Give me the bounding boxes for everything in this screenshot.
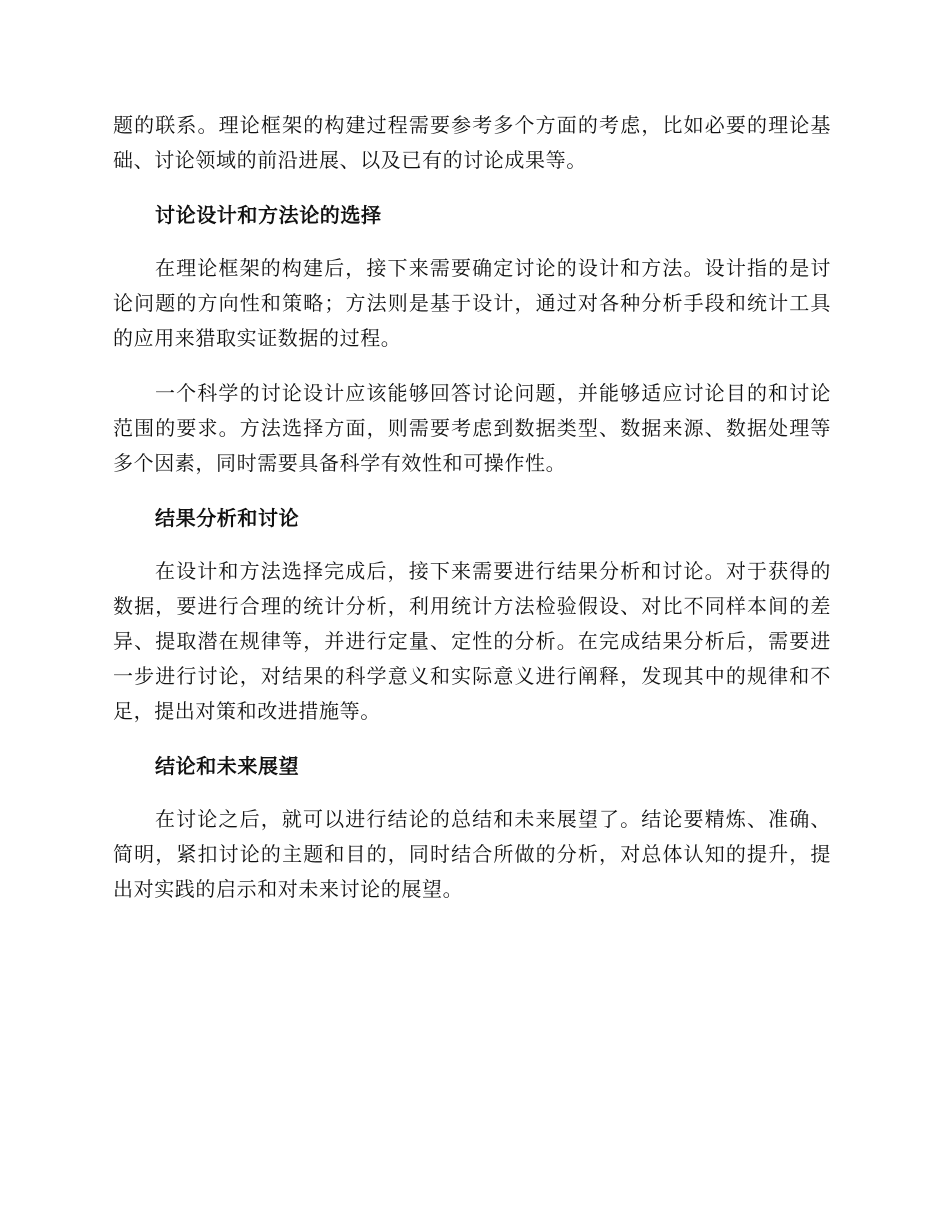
paragraph-conclusion: 在讨论之后，就可以进行结论的总结和未来展望了。结论要精炼、准确、简明，紧扣讨论的主题和目的，同时结合所做的分析，对总体认知的提升，提出对实践的启示和对未来讨论的展望。 <box>113 807 831 901</box>
section-heading-design-method: 讨论设计和方法论的选择 <box>155 203 382 227</box>
paragraph-scientific-design: 一个科学的讨论设计应该能够回答讨论问题，并能够适应讨论目的和讨论范围的要求。方法选择方面，则需要考虑到数据类型、数据来源、数据处理等多个因素，同时需要具备科学有效性和可操作性。 <box>113 381 831 475</box>
section-heading-conclusion: 结论和未来展望 <box>155 754 300 778</box>
section-heading-results: 结果分析和讨论 <box>155 506 300 530</box>
paragraph-design-method: 在理论框架的构建后，接下来需要确定讨论的设计和方法。设计指的是讨论问题的方向性和策略；方法则是基于设计，通过对各种分析手段和统计工具的应用来猎取实证数据的过程。 <box>113 256 831 350</box>
document-body <box>113 108 831 907</box>
paragraph-continuation: 题的联系。理论框架的构建过程需要参考多个方面的考虑，比如必要的理论基础、讨论领域的前沿进展、以及已有的讨论成果等。 <box>113 113 831 172</box>
paragraph-results-analysis: 在设计和方法选择完成后，接下来需要进行结果分析和讨论。对于获得的数据，要进行合理的统计分析，利用统计方法检验假设、对比不同样本间的差异、提取潜在规律等，并进行定量、定性的分析。在完成结果分析后，需要进一步进行讨论，对结果的科学意义和实际意义进行阐释，发现其中的规律和不足，提出对策和改进措施等。 <box>113 559 831 723</box>
